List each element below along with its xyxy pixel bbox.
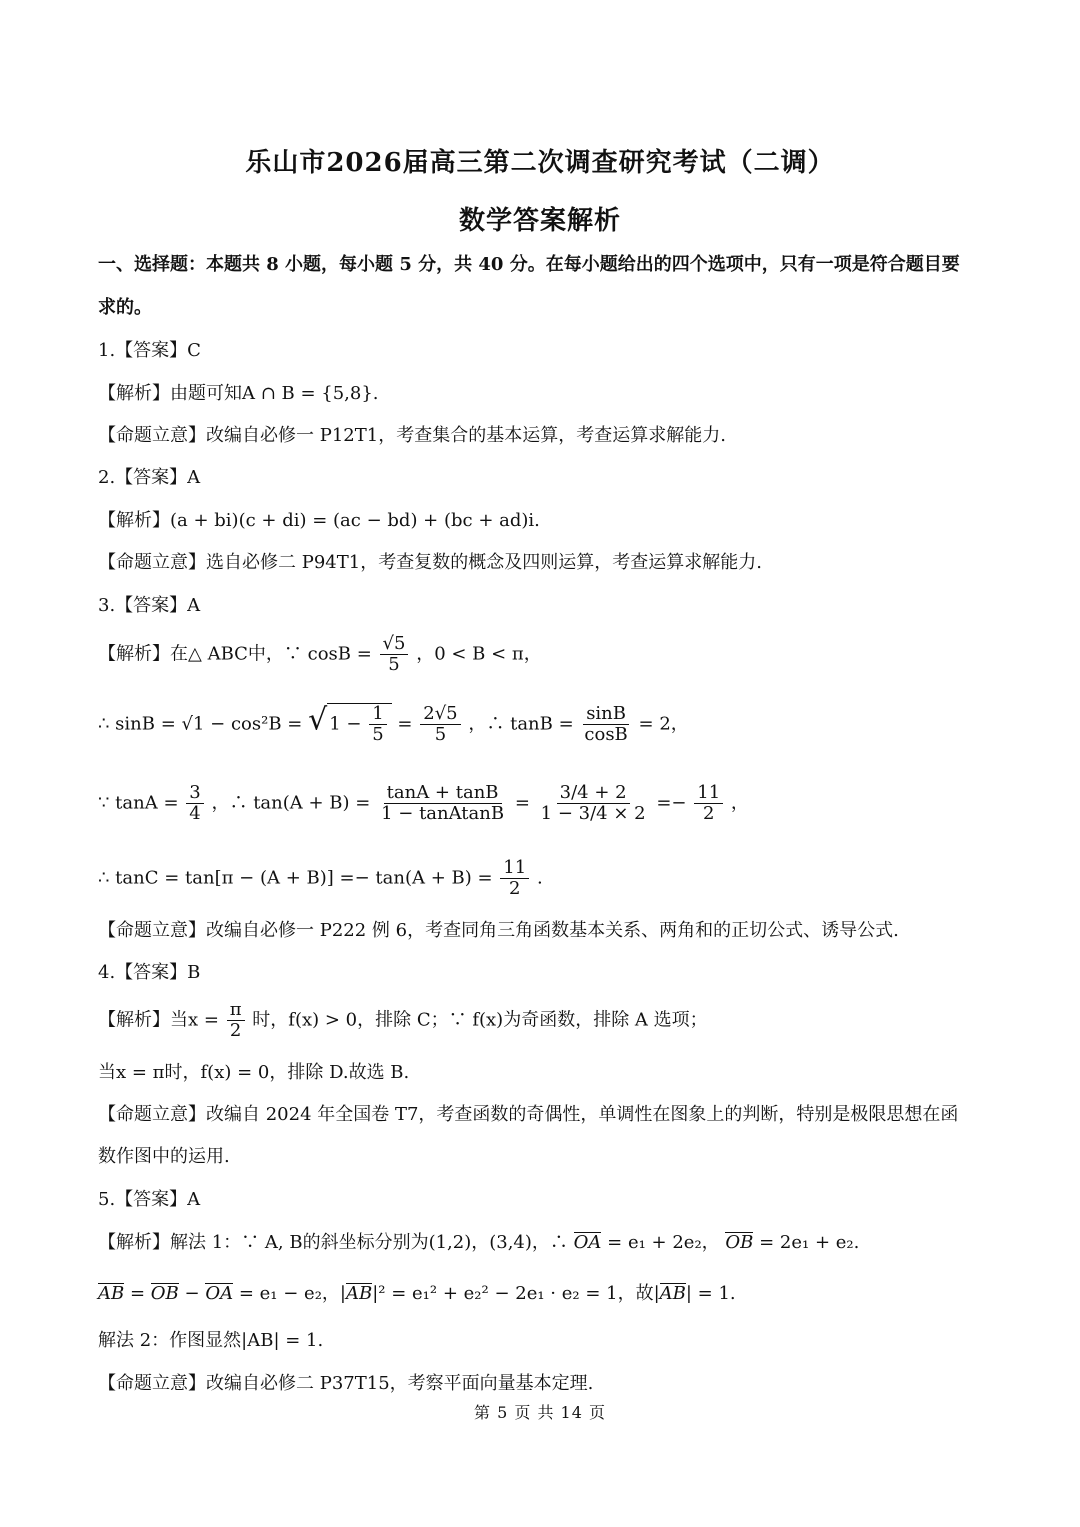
- text: =: [514, 792, 530, 814]
- denominator: 5: [434, 724, 447, 745]
- numerator: √5: [380, 634, 409, 655]
- q4-analysis-line-1: [98, 1000, 708, 1041]
- q5-answer: 5.【答案】A: [98, 1189, 201, 1210]
- text: =−: [656, 792, 687, 814]
- q3-analysis-line-1: [98, 634, 542, 675]
- fraction: [538, 783, 649, 824]
- text: = 2，: [638, 713, 689, 735]
- denominator: 5: [388, 654, 400, 675]
- denominator: 1 − 3/4 × 2: [540, 803, 646, 824]
- text: 1 −: [329, 713, 362, 735]
- page-number: 第 5 页 共 14 页: [474, 1403, 606, 1422]
- text: ，∴ tan(A + B) =: [211, 792, 371, 814]
- section-heading: 一、选择题：本题共 8 小题，每小题 5 分，共 40 分。在每小题给出的四个选项中，只有一项是符合题目要: [98, 254, 960, 275]
- text: ∴ tanC = tan[π − (A + B)] =− tan(A + B) =: [98, 867, 493, 889]
- fraction: [420, 704, 460, 745]
- fraction: [694, 783, 723, 824]
- text: ，∴ tanB =: [468, 713, 574, 735]
- text: ∵ tanA =: [98, 792, 179, 814]
- numerator: 2√5: [420, 704, 460, 725]
- numerator: sinB: [583, 704, 629, 725]
- sqrt-body: [327, 703, 391, 745]
- q4-intent: 【命题立意】改编自 2024 年全国卷 T7，考查函数的奇偶性，单调性在图象上的判断，特别是极限思想在函: [98, 1104, 959, 1125]
- text: ∴ sinB = √1 − cos²B =: [98, 713, 303, 735]
- text: 【解析】在△ ABC中，∵ cosB =: [98, 643, 372, 665]
- denominator: 2: [509, 878, 521, 899]
- page-subtitle: 数学答案解析: [458, 206, 621, 236]
- denominator: 4: [189, 803, 201, 824]
- text: 【解析】解法 1：∵ A, B的斜坐标分别为(1,2)，(3,4)，∴: [98, 1232, 568, 1253]
- text: ，0 < B < π，: [416, 643, 542, 665]
- denominator: 2: [229, 1020, 242, 1041]
- text: ，: [730, 792, 749, 814]
- q4-analysis-line-2: 当x = π时，f(x) = 0，排除 D.故选 B.: [98, 1062, 410, 1083]
- q1-answer: 1.【答案】C: [98, 340, 201, 361]
- q3-analysis-line-3: [98, 783, 749, 824]
- numerator: 3/4 + 2: [557, 783, 630, 804]
- vector-ab: AB: [345, 1283, 373, 1304]
- denominator: 1 − tanAtanB: [381, 803, 505, 824]
- q3-intent: 【命题立意】改编自必修一 P222 例 6，考查同角三角函数基本关系、两角和的正切公式、诱导公式.: [98, 920, 899, 941]
- q1-analysis: 【解析】由题可知A ∩ B = {5,8}.: [98, 383, 379, 404]
- q2-answer: 2.【答案】A: [98, 467, 201, 488]
- text: 时，f(x) > 0，排除 C；∵ f(x)为奇函数，排除 A 选项；: [252, 1009, 708, 1031]
- text: =: [397, 713, 413, 735]
- vector-oa: OA: [205, 1283, 234, 1304]
- fraction: [186, 783, 203, 824]
- vector-ob: OB: [150, 1283, 179, 1304]
- numerator: tanA + tanB: [384, 783, 502, 804]
- q5-analysis-line-1: [98, 1230, 859, 1256]
- fraction: [227, 1000, 245, 1041]
- page-title: 乐山市2026届高三第二次调查研究考试（二调）: [245, 148, 835, 178]
- text: |² = e₁² + e₂² − 2e₁ · e₂ = 1，故|: [372, 1283, 660, 1304]
- fraction: [380, 634, 409, 675]
- vector-ab: AB: [98, 1283, 125, 1304]
- vector-ob: OB: [725, 1232, 754, 1253]
- vector-oa: OA: [573, 1232, 602, 1253]
- q3-answer: 3.【答案】A: [98, 595, 201, 616]
- fraction: [369, 704, 386, 745]
- denominator: 5: [372, 724, 384, 745]
- vector-ab: AB: [659, 1283, 686, 1304]
- numerator: 11: [500, 858, 529, 879]
- text: = e₁ + 2e₂，: [607, 1232, 720, 1253]
- q4-answer: 4.【答案】B: [98, 962, 201, 983]
- q2-analysis: 【解析】(a + bi)(c + di) = (ac − bd) + (bc + ad)i.: [98, 510, 540, 531]
- text: 【解析】当x =: [98, 1009, 219, 1031]
- numerator: 1: [369, 704, 386, 725]
- text: | = 1.: [685, 1283, 736, 1304]
- text: −: [184, 1283, 200, 1304]
- numerator: 3: [186, 783, 203, 804]
- q2-intent: 【命题立意】选自必修二 P94T1，考查复数的概念及四则运算，考查运算求解能力.: [98, 552, 762, 573]
- fraction: [581, 704, 630, 745]
- section-heading-cont: 求的。: [98, 297, 152, 318]
- q3-analysis-line-4: [98, 858, 543, 899]
- q5-intent: 【命题立意】改编自必修二 P37T15，考察平面向量基本定理.: [98, 1373, 594, 1394]
- q1-intent: 【命题立意】改编自必修一 P12T1，考查集合的基本运算，考查运算求解能力.: [98, 425, 726, 446]
- denominator: cosB: [584, 724, 628, 745]
- q4-intent-cont: 数作图中的运用.: [98, 1146, 230, 1167]
- text: = e₁ − e₂，|: [238, 1283, 346, 1304]
- q5-analysis-line-3: 解法 2：作图显然|AB| = 1.: [98, 1330, 324, 1351]
- q3-analysis-line-2: [98, 703, 689, 745]
- fraction: [378, 783, 507, 824]
- q5-analysis-line-2: [98, 1281, 736, 1307]
- text: .: [536, 867, 543, 889]
- text: =: [129, 1283, 146, 1304]
- denominator: 2: [702, 803, 715, 824]
- numerator: 11: [694, 783, 723, 804]
- text: = 2e₁ + e₂.: [759, 1232, 860, 1253]
- fraction: [500, 858, 529, 899]
- sqrt-sign: √: [308, 702, 328, 738]
- numerator: π: [227, 1000, 245, 1021]
